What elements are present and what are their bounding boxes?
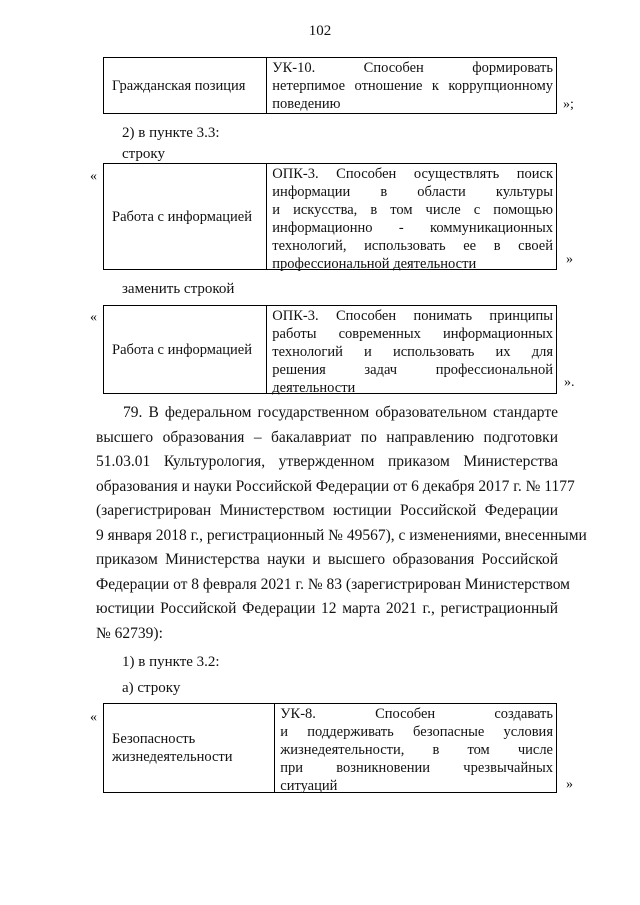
competency-description: УК-10. Способен формировать нетерпимое отношение к коррупционному поведению bbox=[272, 60, 553, 112]
closing-quote: »; bbox=[563, 97, 574, 112]
clause-text: заменить строкой bbox=[122, 281, 235, 297]
opening-quote: « bbox=[90, 169, 97, 184]
competency-category: Гражданская позиция bbox=[104, 58, 267, 113]
closing-quote: ». bbox=[564, 375, 575, 390]
competency-description: УК-8. Способен создавать и поддерживать безопасные условия жизнедеятельности, в том числе при возникновении чрезвычайных ситуаций bbox=[280, 706, 553, 794]
table-row-information-work bbox=[103, 163, 557, 270]
table-row-life-safety bbox=[103, 703, 557, 793]
opening-quote: « bbox=[90, 710, 97, 725]
competency-description: ОПК-3. Способен понимать принципы работы современных информационных технологий и использовать их для решения задач профессиональной деятельности bbox=[272, 308, 553, 396]
clause-text: строку bbox=[122, 146, 165, 162]
opening-quote: « bbox=[90, 310, 97, 325]
competency-category: Работа с информацией bbox=[104, 306, 267, 393]
competency-category: Работа с информацией bbox=[104, 164, 267, 269]
table-row-civic-position bbox=[103, 57, 557, 114]
competency-category: Безопасность жизнедеятельности bbox=[104, 704, 275, 792]
page-number: 102 bbox=[308, 23, 332, 39]
clause-text: а) строку bbox=[122, 680, 181, 696]
clause-text: 1) в пункте 3.2: bbox=[122, 654, 220, 670]
paragraph-79: 79. В федеральном государственном образовательном стандарте высшего образования – бакалавриат по направлению подготовки 51.03.01 Культурология, утвержденном приказом Министерства образования и науки Российской Федерации от 6 декабря 2017 г. № 1177 (зарегистрирован Министерством юстиции Российской Федерации 9 января 2018 г., регистрационный № 49567), с изменениями, внесенными приказом Министерства науки и высшего образования Российской Федерации от 8 февраля 2021 г. № 83 (зарегистрирован Министерством юстиции Российской Федерации 12 марта 2021 г., регистрационный № 62739): bbox=[96, 404, 587, 642]
closing-quote: » bbox=[566, 777, 573, 792]
table-row-information-work-new bbox=[103, 305, 557, 394]
competency-description: ОПК-3. Способен осуществлять поиск информации в области культуры и искусства, в том числе с помощью информационно - коммуникационных технологий, использовать ее в своей профессиональной деятельности bbox=[272, 166, 553, 272]
closing-quote: » bbox=[566, 252, 573, 267]
clause-text: 2) в пункте 3.3: bbox=[122, 125, 220, 141]
